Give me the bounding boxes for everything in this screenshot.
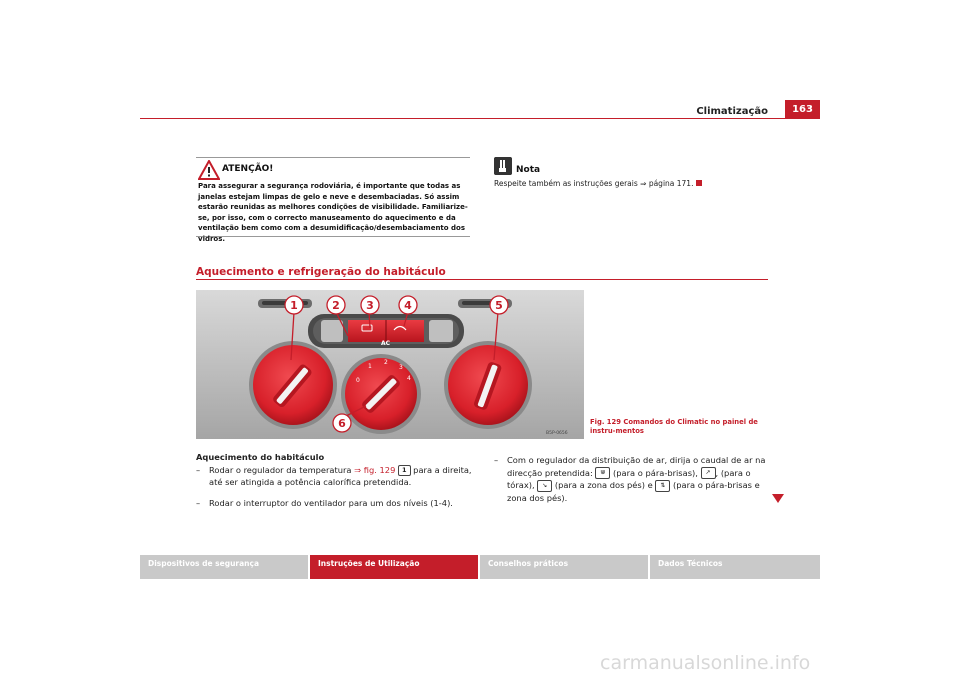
list-item-text: (para o pára-brisas), xyxy=(610,467,701,478)
subsection-title: Aquecimento do habitáculo xyxy=(196,452,325,462)
page-number: 163 xyxy=(785,100,820,119)
callout-1 xyxy=(285,296,303,314)
callout-4 xyxy=(399,296,417,314)
svg-text:4: 4 xyxy=(404,299,412,312)
svg-text:3: 3 xyxy=(366,299,374,312)
note-icon xyxy=(494,157,512,175)
body-left-column xyxy=(196,451,486,509)
svg-text:5: 5 xyxy=(495,299,503,312)
warning-title: ATENÇÃO! xyxy=(222,164,274,174)
section-end-marker xyxy=(696,180,702,186)
left-switch xyxy=(321,320,343,342)
svg-text:6: 6 xyxy=(338,417,346,430)
list-item xyxy=(494,454,768,504)
windscreen-footwell-air-icon: ⇅ xyxy=(655,480,670,492)
list-item-text: Rodar o interruptor do ventilador para um dos níveis (1-4). xyxy=(209,497,453,508)
section-title: Aquecimento e refrigeração do habitáculo xyxy=(196,266,446,278)
figure-reference-link[interactable]: ⇒ fig. 129 xyxy=(354,464,396,475)
list-item-text: (para o pára-brisas e zona dos pés). xyxy=(507,480,760,503)
dial-number: 4 xyxy=(407,375,411,382)
callout-5 xyxy=(490,296,508,314)
list-item-text: para a direita, até ser atingida a potência calorífica pretendida. xyxy=(209,464,472,487)
ac-label: AC xyxy=(381,340,391,347)
chest-air-icon: ↗ xyxy=(701,467,716,479)
list-dash: – xyxy=(196,497,201,508)
section-divider xyxy=(196,279,768,280)
dial-number: 0 xyxy=(356,377,360,384)
note-title: Nota xyxy=(516,165,541,175)
windscreen-air-icon: ⋓ xyxy=(595,467,610,479)
list-item xyxy=(196,497,486,510)
figure-code: B5P-0656 xyxy=(546,431,568,436)
body-right-column xyxy=(494,454,768,504)
list-item-text: Rodar o regulador da temperatura xyxy=(209,464,355,475)
callout-key: 1 xyxy=(398,465,411,476)
dial-number: 1 xyxy=(368,363,372,370)
callout-3 xyxy=(361,296,379,314)
warning-text: Para assegurar a segurança rodoviária, é importante que todas as janelas estejam limpas de gelo e neve e desembaciadas. Só assim estarão reunidas as melhores condições de visibilidade. Familiarize-se, por isso, com o correcto manuseamento do aquecimento e da ventilação bem como com a desumidificação/desembaciamento dos vidros. xyxy=(198,182,468,243)
watermark: carmanualsonline.info xyxy=(600,652,811,674)
tab-practical-advice[interactable]: Conselhos práticos xyxy=(480,555,648,579)
list-dash: – xyxy=(494,455,499,465)
list-item-text: Com o regulador da distribuição de ar, dirija o caudal de ar na direcção pretendida: xyxy=(507,455,766,478)
callout-2 xyxy=(327,296,345,314)
note-text-content: Respeite também as instruções gerais ⇒ página 171. xyxy=(494,179,694,188)
page-header-title: Climatização xyxy=(696,106,768,117)
tab-operating-instructions[interactable]: Instruções de Utilização xyxy=(310,555,478,579)
figure-caption: Fig. 129 Comandos do Climatic no painel de instru-mentos xyxy=(590,418,758,435)
list-dash: – xyxy=(196,464,201,475)
warning-triangle-icon xyxy=(198,160,220,180)
list-item xyxy=(196,464,486,489)
list-item-text: , (para o tórax), xyxy=(507,467,751,490)
footwell-air-icon: ↘ xyxy=(537,480,552,492)
note-text xyxy=(494,179,702,188)
callout-6 xyxy=(333,414,351,432)
right-switch xyxy=(429,320,453,342)
climatic-controls-figure xyxy=(196,290,584,439)
svg-text:2: 2 xyxy=(332,299,340,312)
continue-arrow-icon xyxy=(772,494,784,503)
svg-text:1: 1 xyxy=(290,299,298,312)
dial-number: 2 xyxy=(384,359,388,366)
list-item-text: (para a zona dos pés) e xyxy=(552,480,656,490)
tab-safety-devices[interactable]: Dispositivos de segurança xyxy=(140,555,308,579)
tab-technical-data[interactable]: Dados Técnicos xyxy=(650,555,820,579)
header-divider xyxy=(140,118,820,119)
dial-number: 3 xyxy=(399,364,403,371)
